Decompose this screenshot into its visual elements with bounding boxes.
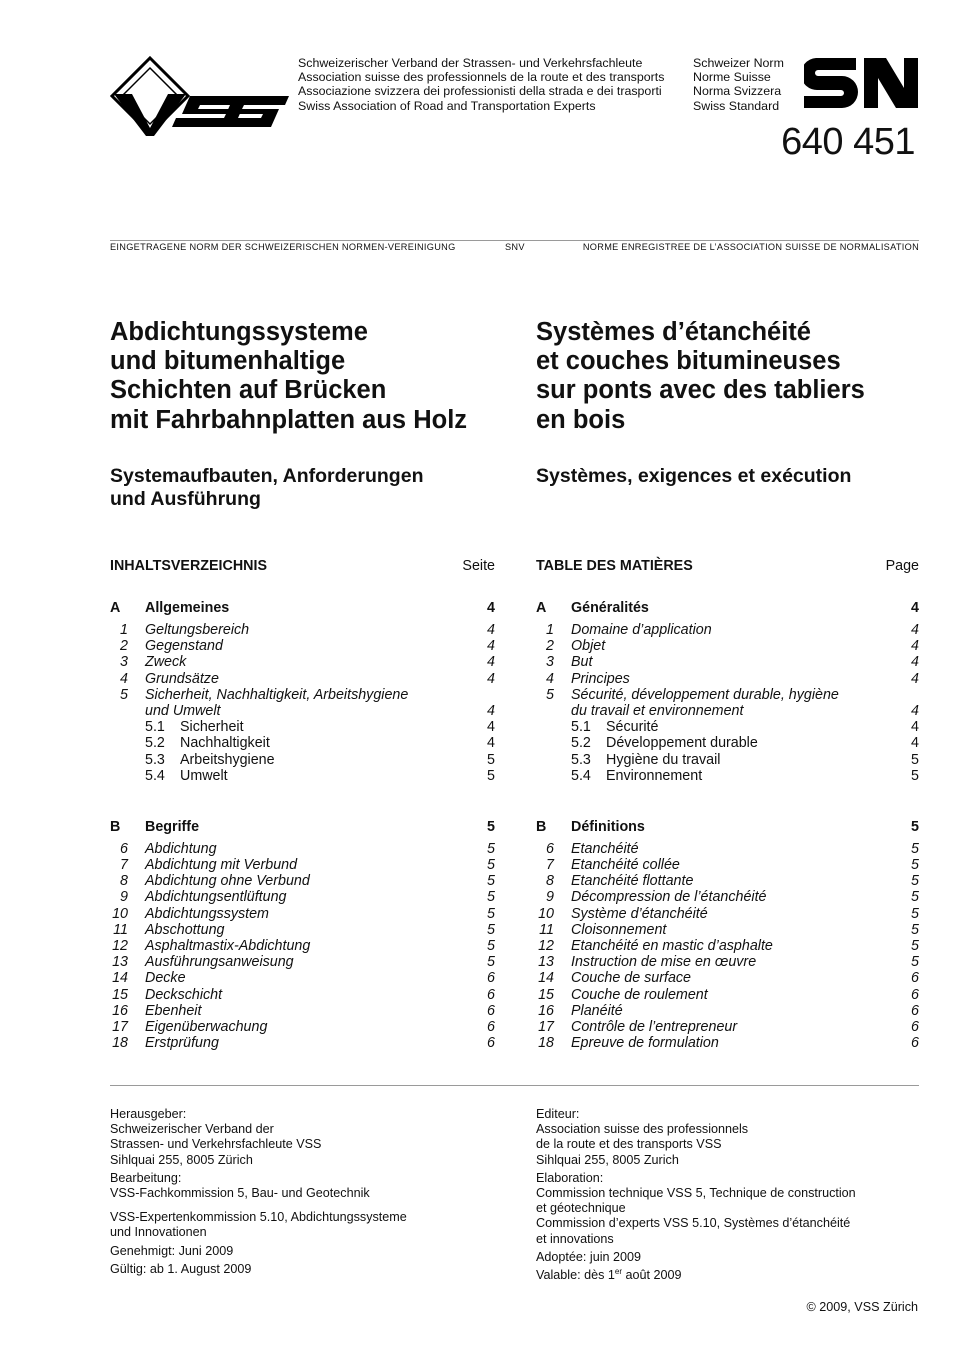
imprint-de bbox=[110, 1107, 495, 1280]
toc-subitem bbox=[536, 768, 919, 784]
toc-label: Cloisonnement bbox=[571, 921, 667, 938]
toc-label: Sicherheit bbox=[180, 719, 244, 736]
toc-subitem bbox=[110, 735, 495, 751]
toc-item bbox=[536, 671, 919, 687]
toc-page: 4 bbox=[487, 735, 495, 752]
toc-number: 8 bbox=[546, 873, 554, 890]
toc-number: 16 bbox=[112, 1002, 128, 1019]
toc-subitem bbox=[536, 735, 919, 751]
valid-date bbox=[536, 1268, 919, 1283]
toc-page: 5 bbox=[487, 751, 495, 768]
toc-page: 6 bbox=[911, 1002, 919, 1019]
toc-label: Système d’étanchéité bbox=[571, 905, 708, 922]
toc-label: Ausführungsanweisung bbox=[145, 954, 294, 971]
toc-label: Planéité bbox=[571, 1002, 623, 1019]
valid-text: août 2009 bbox=[622, 1268, 682, 1283]
toc-label: Abdichtungssystem bbox=[145, 905, 269, 922]
toc-page: 4 bbox=[911, 670, 919, 687]
toc-number: 8 bbox=[120, 873, 128, 890]
toc-number: 4 bbox=[546, 670, 554, 687]
imprint-line: et innovations bbox=[536, 1231, 614, 1246]
toc-label: Hygiène du travail bbox=[606, 751, 721, 768]
toc-page: 5 bbox=[911, 938, 919, 954]
toc-page: 6 bbox=[911, 1035, 919, 1052]
toc-item bbox=[536, 970, 919, 986]
subtitle-fr bbox=[536, 465, 919, 488]
toc-page: 6 bbox=[487, 1018, 495, 1035]
toc-page: 6 bbox=[487, 986, 495, 1003]
title-fr-line: en bois bbox=[536, 405, 626, 434]
toc-item bbox=[536, 622, 919, 638]
norm-number: 640 451 bbox=[781, 121, 915, 163]
toc-page: 5 bbox=[911, 889, 919, 906]
toc-item bbox=[536, 841, 919, 857]
toc-page: 5 bbox=[487, 767, 495, 784]
toc-subnumber: 5.3 bbox=[145, 751, 165, 768]
valid-text: Valable: dès 1 bbox=[536, 1268, 615, 1283]
toc-label: Nachhaltigkeit bbox=[180, 735, 270, 752]
toc-section-heading bbox=[110, 817, 495, 841]
toc-label: Asphaltmastix-Abdichtung bbox=[145, 938, 311, 954]
toc-page: 5 bbox=[911, 751, 919, 768]
toc-page: 4 bbox=[487, 702, 495, 719]
toc-item bbox=[536, 687, 919, 703]
toc-page: 5 bbox=[487, 818, 495, 835]
toc-number: B bbox=[536, 818, 547, 835]
imprint-line: Association suisse des professionnels bbox=[536, 1122, 749, 1137]
toc-page: 6 bbox=[487, 970, 495, 987]
toc-label: Abdichtungsentlüftung bbox=[145, 889, 287, 906]
title-de-line: Schichten auf Brücken bbox=[110, 376, 387, 405]
toc-item bbox=[536, 922, 919, 938]
toc-label: Abdichtung ohne Verbund bbox=[145, 873, 310, 890]
toc-page: 6 bbox=[911, 970, 919, 987]
toc-label: Sécurité, développement durable, hygiène bbox=[571, 686, 839, 703]
association-en: Swiss Association of Road and Transportation Experts bbox=[298, 98, 596, 113]
toc-item bbox=[536, 906, 919, 922]
copyright: © 2009, VSS Zürich bbox=[806, 1300, 918, 1314]
toc-item bbox=[110, 906, 495, 922]
imprint-line: Schweizerischer Verband der bbox=[110, 1122, 274, 1137]
valid-superscript: er bbox=[614, 1266, 623, 1276]
subtitle-fr-line: Systèmes, exigences et exécution bbox=[536, 465, 852, 487]
toc-label: Ebenheit bbox=[145, 1002, 202, 1019]
toc-page-label: Page bbox=[885, 558, 919, 574]
toc-item bbox=[536, 703, 919, 719]
toc-item bbox=[110, 1019, 495, 1035]
toc-label: Gegenstand bbox=[145, 638, 223, 655]
toc-number: 6 bbox=[546, 840, 554, 857]
toc-number: 13 bbox=[538, 954, 554, 971]
vss-logo bbox=[110, 56, 290, 140]
toc-label: Decke bbox=[145, 970, 186, 987]
toc-label: Principes bbox=[571, 670, 630, 687]
toc-label: Eigenüberwachung bbox=[145, 1018, 268, 1035]
toc-section-heading bbox=[110, 598, 495, 622]
toc-item bbox=[110, 922, 495, 938]
toc-label: Geltungsbereich bbox=[145, 622, 250, 638]
toc-item bbox=[110, 622, 495, 638]
toc-number: 11 bbox=[113, 921, 128, 938]
toc-label: Couche de surface bbox=[571, 970, 692, 987]
toc-page: 6 bbox=[911, 1018, 919, 1035]
toc-number: 3 bbox=[546, 654, 554, 671]
toc-label: Deckschicht bbox=[145, 986, 223, 1003]
toc-item bbox=[110, 687, 495, 703]
toc-number: 2 bbox=[120, 638, 128, 655]
toc-number: 4 bbox=[120, 670, 128, 687]
toc-number: 3 bbox=[120, 654, 128, 671]
toc-number: 2 bbox=[546, 638, 554, 655]
registration-fr: NORME ENREGISTREE DE L’ASSOCIATION SUISSE DE NORMALISATION bbox=[582, 242, 919, 252]
toc-number: 11 bbox=[539, 921, 554, 938]
toc-label: Domaine d’application bbox=[571, 622, 712, 638]
imprint-line: Commission d’experts VSS 5.10, Systèmes d’étanchéité bbox=[536, 1216, 851, 1231]
toc-item bbox=[536, 873, 919, 889]
toc-subitem bbox=[536, 719, 919, 735]
toc-number: 15 bbox=[538, 986, 554, 1003]
imprint-line: Sihlquai 255, 8005 Zurich bbox=[536, 1152, 679, 1167]
toc-item bbox=[536, 1003, 919, 1019]
toc-page: 4 bbox=[911, 719, 919, 736]
toc-subnumber: 5.3 bbox=[571, 751, 591, 768]
toc-number: 10 bbox=[112, 905, 128, 922]
subtitle-de-line: Systemaufbauten, Anforderungen bbox=[110, 465, 424, 487]
toc-label: Etanchéité bbox=[571, 840, 639, 857]
toc-number: 9 bbox=[120, 889, 128, 906]
toc-page: 5 bbox=[911, 905, 919, 922]
imprint-line: et géotechnique bbox=[536, 1201, 626, 1216]
toc-item bbox=[536, 1019, 919, 1035]
toc-number: 5 bbox=[120, 686, 128, 703]
toc-number: 18 bbox=[538, 1035, 554, 1052]
toc-number: B bbox=[110, 818, 121, 835]
toc-page: 5 bbox=[911, 818, 919, 835]
toc-label: Grundsätze bbox=[145, 670, 219, 687]
toc-page: 4 bbox=[487, 670, 495, 687]
toc-label: Abdichtung bbox=[145, 840, 217, 857]
toc-number: 6 bbox=[120, 840, 128, 857]
toc-header bbox=[536, 558, 919, 590]
toc-item bbox=[536, 987, 919, 1003]
toc-page: 4 bbox=[911, 622, 919, 638]
toc-page: 4 bbox=[911, 600, 919, 616]
subtitle-de bbox=[110, 465, 495, 511]
toc-page: 4 bbox=[487, 622, 495, 638]
toc-item bbox=[110, 654, 495, 670]
toc-item bbox=[110, 889, 495, 905]
toc-section-heading bbox=[536, 598, 919, 622]
toc-number: 10 bbox=[538, 905, 554, 922]
toc-number: 17 bbox=[112, 1018, 128, 1035]
toc-item bbox=[536, 889, 919, 905]
registration-divider bbox=[110, 240, 919, 241]
toc-label: und Umwelt bbox=[145, 702, 221, 719]
toc-subnumber: 5.4 bbox=[145, 767, 165, 784]
toc-heading: INHALTSVERZEICHNIS bbox=[110, 558, 268, 574]
toc-page: 5 bbox=[487, 889, 495, 906]
toc-item bbox=[536, 654, 919, 670]
toc-subitem bbox=[110, 719, 495, 735]
toc-subnumber: 5.2 bbox=[145, 735, 165, 752]
toc-page: 5 bbox=[487, 873, 495, 890]
toc-item bbox=[110, 938, 495, 954]
toc-label: Zweck bbox=[145, 654, 187, 671]
toc-subnumber: 5.4 bbox=[571, 767, 591, 784]
toc-number: 17 bbox=[538, 1018, 554, 1035]
experts-block bbox=[110, 1210, 495, 1240]
toc-page: 4 bbox=[911, 735, 919, 752]
norm-label-it: Norma Svizzera bbox=[693, 84, 782, 99]
toc-label: Sicherheit, Nachhaltigkeit, Arbeitshygiene bbox=[145, 686, 409, 703]
toc-label: Couche de roulement bbox=[571, 986, 708, 1003]
toc-page: 5 bbox=[487, 938, 495, 954]
registration-snv: SNV bbox=[505, 242, 525, 252]
imprint-line: Commission technique VSS 5, Technique de construction bbox=[536, 1186, 856, 1201]
toc-subitem bbox=[110, 752, 495, 768]
toc-number: 14 bbox=[538, 970, 554, 987]
toc-label: Sécurité bbox=[606, 719, 659, 736]
toc-page-label: Seite bbox=[462, 558, 495, 574]
toc-label: Généralités bbox=[571, 600, 649, 616]
toc-page: 4 bbox=[911, 654, 919, 671]
toc-label: Développement durable bbox=[606, 735, 758, 752]
toc-number: 18 bbox=[112, 1035, 128, 1052]
imprint-line: Elaboration: bbox=[536, 1170, 604, 1185]
toc-label: Etanchéité flottante bbox=[571, 873, 694, 890]
title-de bbox=[110, 318, 495, 435]
toc-page: 5 bbox=[911, 873, 919, 890]
toc-number: 16 bbox=[538, 1002, 554, 1019]
toc-item bbox=[110, 1003, 495, 1019]
approved-date: Adoptée: juin 2009 bbox=[536, 1249, 642, 1264]
toc-section-heading bbox=[536, 817, 919, 841]
toc-number: 1 bbox=[546, 622, 554, 638]
norm-label-de: Schweizer Norm bbox=[693, 56, 784, 70]
norm-label-fr: Norme Suisse bbox=[693, 70, 771, 85]
imprint-fr bbox=[536, 1107, 919, 1286]
toc-item bbox=[536, 638, 919, 654]
association-de: Schweizerischer Verband der Strassen- und Verkehrsfachleute bbox=[298, 56, 643, 70]
toc-heading: TABLE DES MATIÈRES bbox=[536, 558, 693, 574]
toc-page: 5 bbox=[487, 905, 495, 922]
title-fr-line: sur ponts avec des tabliers bbox=[536, 376, 865, 405]
imprint-line: Sihlquai 255, 8005 Zürich bbox=[110, 1152, 253, 1167]
toc-item bbox=[110, 954, 495, 970]
association-names bbox=[298, 56, 664, 113]
toc-item bbox=[536, 857, 919, 873]
toc-label: Arbeitshygiene bbox=[180, 751, 275, 768]
toc-label: Définitions bbox=[571, 818, 645, 835]
toc-item bbox=[110, 987, 495, 1003]
toc-number: 5 bbox=[546, 686, 554, 703]
title-fr bbox=[536, 318, 919, 435]
publisher-block bbox=[536, 1107, 919, 1168]
toc-page: 5 bbox=[487, 954, 495, 971]
publisher-block bbox=[110, 1107, 495, 1168]
toc-label: Abdichtung mit Verbund bbox=[145, 857, 298, 874]
toc-page: 5 bbox=[911, 857, 919, 874]
toc-page: 5 bbox=[911, 767, 919, 784]
imprint-divider bbox=[110, 1085, 919, 1086]
toc-number: 7 bbox=[120, 857, 128, 874]
toc-item bbox=[110, 857, 495, 873]
toc-item bbox=[110, 703, 495, 719]
toc-label: Epreuve de formulation bbox=[571, 1035, 719, 1052]
imprint-line: Bearbeitung: bbox=[110, 1170, 182, 1185]
toc-number: 9 bbox=[546, 889, 554, 906]
toc-label: Contrôle de l’entrepreneur bbox=[571, 1018, 738, 1035]
toc-page: 6 bbox=[487, 1035, 495, 1052]
toc-number: 15 bbox=[112, 986, 128, 1003]
toc-page: 4 bbox=[487, 654, 495, 671]
imprint-line: Herausgeber: bbox=[110, 1107, 187, 1121]
toc-label: Allgemeines bbox=[145, 600, 230, 616]
editing-block bbox=[110, 1171, 495, 1201]
imprint-line: VSS-Expertenkommission 5.10, Abdichtungssysteme bbox=[110, 1210, 407, 1225]
toc-page: 4 bbox=[487, 600, 495, 616]
toc-label: Etanchéité collée bbox=[571, 857, 680, 874]
toc-label: Environnement bbox=[606, 767, 703, 784]
toc-fr bbox=[536, 558, 919, 1051]
toc-number: 7 bbox=[546, 857, 554, 874]
toc-item bbox=[536, 938, 919, 954]
toc-label: Instruction de mise en œuvre bbox=[571, 954, 757, 971]
toc-de bbox=[110, 558, 495, 1051]
toc-label: Erstprüfung bbox=[145, 1035, 219, 1052]
toc-subitem bbox=[536, 752, 919, 768]
toc-number: A bbox=[536, 600, 547, 616]
title-de-line: Abdichtungssysteme bbox=[110, 318, 368, 346]
toc-number: 14 bbox=[112, 970, 128, 987]
toc-page: 5 bbox=[911, 954, 919, 971]
imprint-line: Editeur: bbox=[536, 1107, 580, 1121]
toc-item bbox=[110, 1035, 495, 1051]
title-de-line: mit Fahrbahnplatten aus Holz bbox=[110, 405, 468, 434]
toc-item bbox=[110, 841, 495, 857]
toc-page: 5 bbox=[487, 921, 495, 938]
toc-page: 4 bbox=[911, 638, 919, 655]
toc-page: 5 bbox=[487, 857, 495, 874]
toc-number: 13 bbox=[112, 954, 128, 971]
toc-number: 12 bbox=[538, 938, 554, 954]
association-it: Associazione svizzera dei professionisti della strada e dei trasporti bbox=[298, 84, 662, 99]
toc-item bbox=[536, 954, 919, 970]
toc-label: Umwelt bbox=[180, 767, 228, 784]
editing-block bbox=[536, 1171, 919, 1247]
registration-de: EINGETRAGENE NORM DER SCHWEIZERISCHEN NORMEN-VEREINIGUNG bbox=[110, 242, 456, 252]
subtitle-de-line: und Ausführung bbox=[110, 488, 261, 510]
title-de-line: und bitumenhaltige bbox=[110, 347, 346, 376]
toc-subnumber: 5.1 bbox=[571, 719, 591, 736]
valid-date: Gültig: ab 1. August 2009 bbox=[110, 1261, 252, 1276]
toc-page: 4 bbox=[911, 702, 919, 719]
norm-label-en: Swiss Standard bbox=[693, 98, 780, 113]
toc-number: 12 bbox=[112, 938, 128, 954]
toc-item bbox=[110, 970, 495, 986]
toc-page: 5 bbox=[911, 840, 919, 857]
title-fr-line: et couches bitumineuses bbox=[536, 347, 841, 376]
toc-number: 1 bbox=[120, 622, 128, 638]
toc-label: Décompression de l’étanchéité bbox=[571, 889, 767, 906]
toc-label: Objet bbox=[571, 638, 606, 655]
imprint-line: VSS-Fachkommission 5, Bau- und Geotechnik bbox=[110, 1186, 370, 1201]
toc-item bbox=[536, 1035, 919, 1051]
toc-page: 6 bbox=[911, 986, 919, 1003]
imprint-line: de la route et des transports VSS bbox=[536, 1137, 722, 1152]
toc-label: But bbox=[571, 654, 593, 671]
imprint-line: und Innovationen bbox=[110, 1225, 207, 1240]
toc-subitem bbox=[110, 768, 495, 784]
toc-label: Begriffe bbox=[145, 818, 200, 835]
toc-page: 5 bbox=[487, 840, 495, 857]
sn-logo bbox=[804, 58, 918, 108]
title-fr-line: Systèmes d’étanchéité bbox=[536, 318, 811, 346]
toc-subnumber: 5.1 bbox=[145, 719, 165, 736]
toc-page: 4 bbox=[487, 719, 495, 736]
imprint-line: Strassen- und Verkehrsfachleute VSS bbox=[110, 1137, 322, 1152]
toc-label: Abschottung bbox=[145, 921, 225, 938]
toc-page: 4 bbox=[487, 638, 495, 655]
toc-number: A bbox=[110, 600, 121, 616]
toc-subnumber: 5.2 bbox=[571, 735, 591, 752]
toc-page: 5 bbox=[911, 921, 919, 938]
association-fr: Association suisse des professionnels de la route et des transports bbox=[298, 70, 665, 85]
toc-item bbox=[110, 671, 495, 687]
approved-date: Genehmigt: Juni 2009 bbox=[110, 1243, 234, 1258]
toc-label: du travail et environnement bbox=[571, 702, 744, 719]
toc-item bbox=[110, 638, 495, 654]
toc-item bbox=[110, 873, 495, 889]
toc-page: 6 bbox=[487, 1002, 495, 1019]
norm-language-labels bbox=[693, 56, 784, 113]
toc-label: Etanchéité en mastic d’asphalte bbox=[571, 938, 773, 954]
toc-header bbox=[110, 558, 495, 590]
